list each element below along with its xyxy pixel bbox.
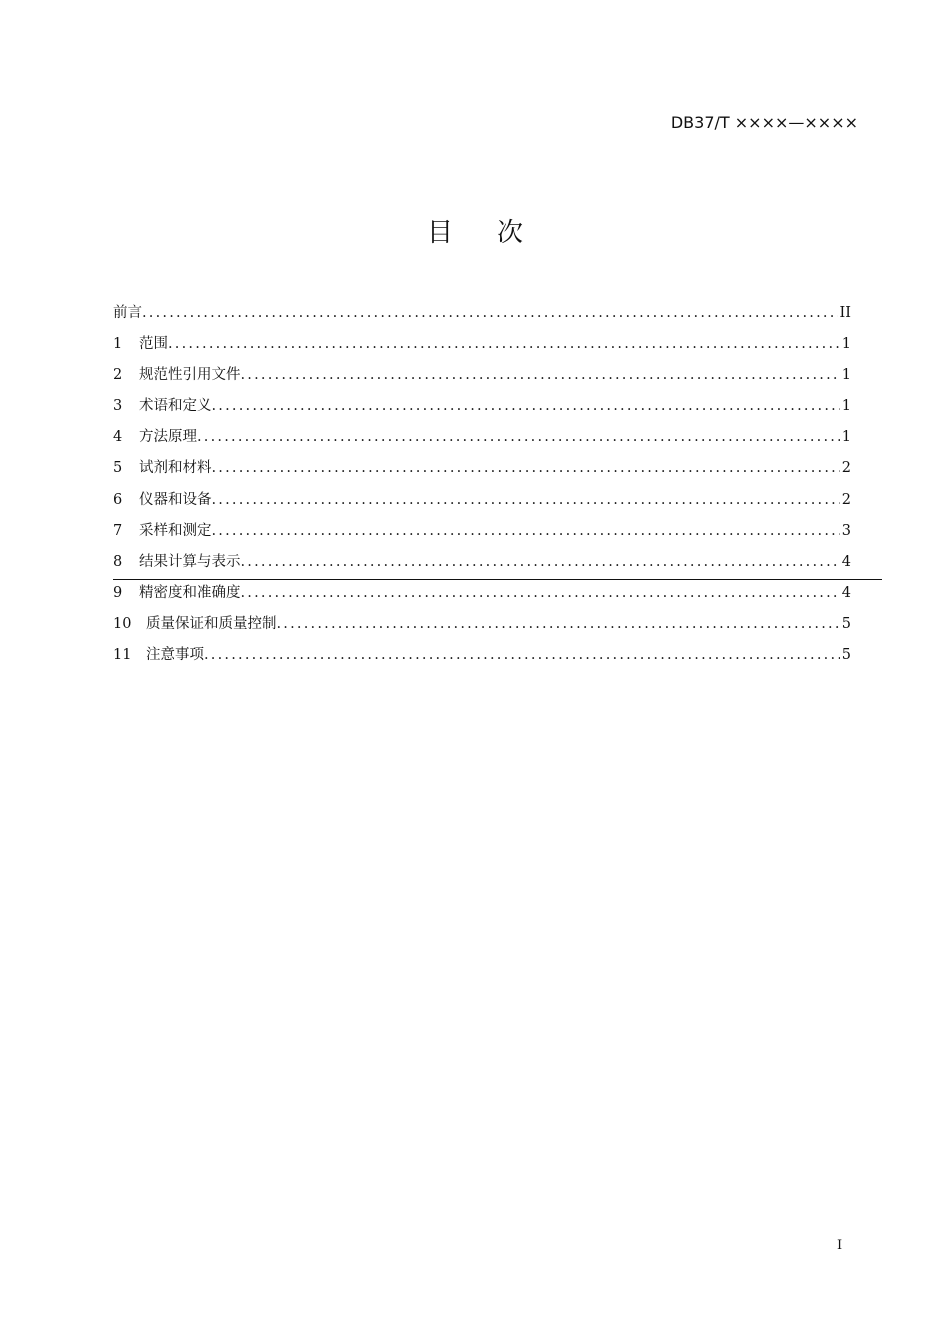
toc-entry[interactable] <box>113 331 851 362</box>
toc-entry-number: 4 <box>113 429 123 446</box>
toc-entry-page: 5 <box>841 647 851 664</box>
toc-entry-number: 5 <box>113 460 123 477</box>
toc-entry-number: 6 <box>113 491 123 508</box>
dot-leader <box>241 549 840 579</box>
toc-entry-label: 试剂和材料 <box>139 460 212 477</box>
toc-entry-page: 4 <box>841 553 851 570</box>
page-number: I <box>837 1238 843 1253</box>
toc-entry-page: 1 <box>841 336 851 353</box>
toc-entry-page: 1 <box>841 367 851 384</box>
toc-entry[interactable] <box>113 300 851 331</box>
title-char: 次 <box>497 218 524 248</box>
page-title <box>0 212 950 249</box>
toc-entry-label: 精密度和准确度 <box>139 584 241 601</box>
dot-leader <box>142 300 838 331</box>
toc-entry-page: 5 <box>841 615 851 632</box>
toc-entry-page: 1 <box>841 429 851 446</box>
toc-entry-number: 10 <box>113 615 132 632</box>
toc-entry[interactable] <box>113 580 851 611</box>
dot-leader <box>212 487 840 518</box>
dot-leader <box>241 362 840 393</box>
toc-entry-page: II <box>839 305 851 321</box>
toc-entry[interactable] <box>113 642 851 673</box>
toc-entry[interactable] <box>113 455 851 486</box>
toc-entry-label: 结果计算与表示 <box>139 553 241 570</box>
toc-entry-page: 1 <box>841 398 851 415</box>
toc-entry-label: 采样和测定 <box>139 522 212 539</box>
toc-entry-number: 3 <box>113 398 123 415</box>
toc-entry-label: 方法原理 <box>139 429 197 446</box>
toc-entry[interactable] <box>113 518 851 549</box>
toc-entry-number: 9 <box>113 584 123 601</box>
dot-leader <box>204 642 840 673</box>
toc-entry[interactable] <box>113 393 851 424</box>
toc-entry[interactable] <box>113 424 851 455</box>
document-code: DB37/T ××××—×××× <box>670 113 858 132</box>
dot-leader <box>212 455 840 486</box>
toc-entry[interactable] <box>113 487 851 518</box>
toc-entry-page: 4 <box>841 584 851 601</box>
dot-leader <box>212 518 840 549</box>
toc-entry-number: 8 <box>113 553 123 570</box>
toc-entry-page: 2 <box>841 491 851 508</box>
toc-entry-label: 仪器和设备 <box>139 491 212 508</box>
toc-entry-number: 1 <box>113 336 123 353</box>
title-char: 目 <box>426 218 453 248</box>
dot-leader <box>197 424 840 455</box>
toc-entry-label: 质量保证和质量控制 <box>146 615 277 632</box>
toc-entry-page: 3 <box>841 522 851 539</box>
toc-entry-page: 2 <box>841 460 851 477</box>
toc-entry-label: 范围 <box>139 336 168 353</box>
toc-entry[interactable] <box>113 611 851 642</box>
toc-entry-label: 前言 <box>113 305 142 321</box>
toc-entry[interactable] <box>113 549 882 580</box>
toc-entry-number: 7 <box>113 522 123 539</box>
toc-entry-number: 2 <box>113 367 123 384</box>
toc-entry-label: 术语和定义 <box>139 398 212 415</box>
table-of-contents <box>113 300 851 673</box>
toc-entry[interactable] <box>113 362 851 393</box>
toc-entry-label: 注意事项 <box>146 647 204 664</box>
toc-entry-number: 11 <box>113 647 132 664</box>
dot-leader <box>212 393 840 424</box>
dot-leader <box>277 611 840 642</box>
dot-leader <box>241 580 840 611</box>
dot-leader <box>168 331 840 362</box>
toc-entry-label: 规范性引用文件 <box>139 367 241 384</box>
